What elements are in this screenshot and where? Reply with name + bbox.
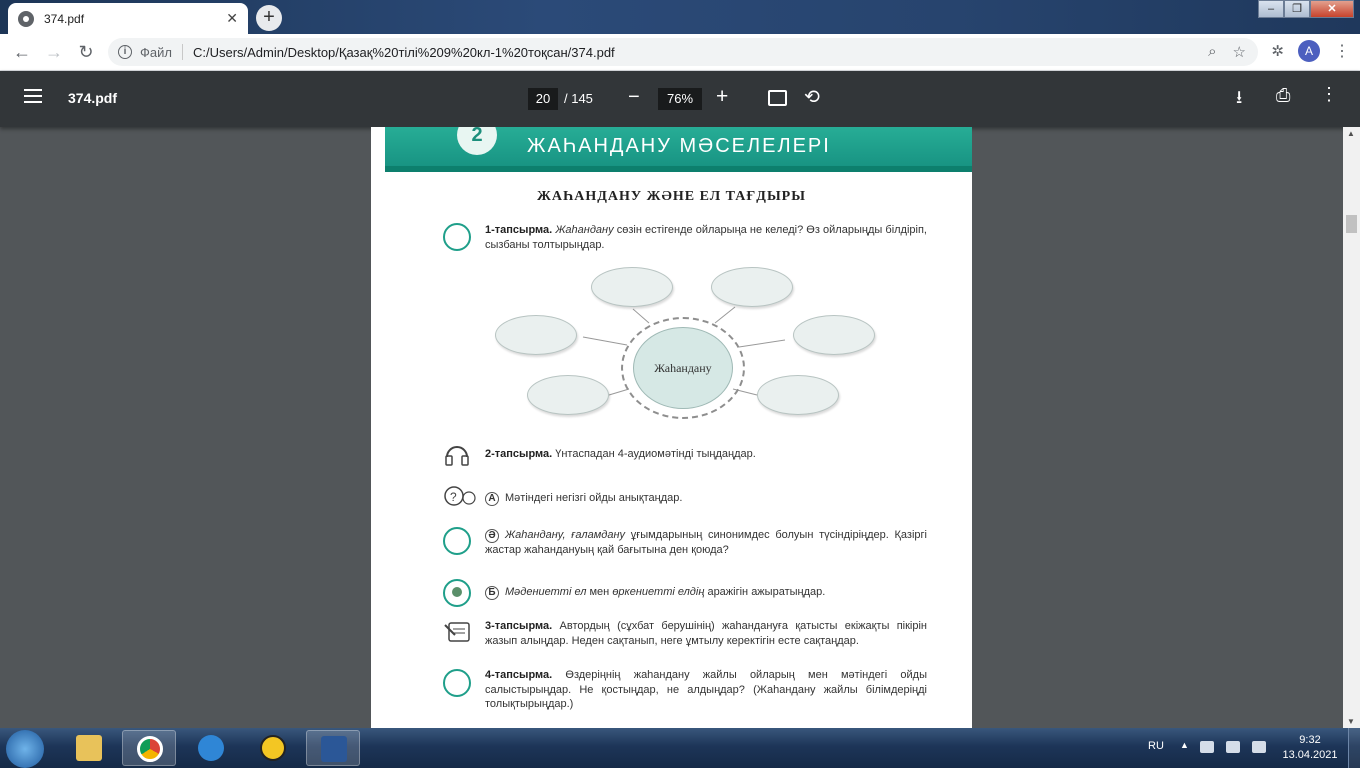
svg-text:?: ? xyxy=(450,490,457,504)
minimize-button[interactable]: – xyxy=(1258,0,1284,18)
clock-time: 9:32 xyxy=(1299,734,1321,746)
info-icon[interactable]: i xyxy=(118,45,132,59)
page-total: / 145 xyxy=(564,91,593,106)
show-desktop-button[interactable] xyxy=(1348,728,1360,768)
taskbar-word[interactable] xyxy=(306,730,360,766)
url-text[interactable]: C:/Users/Admin/Desktop/Қазақ%20тілі%209%20кл-1%20тоқсан/374.pdf xyxy=(192,44,615,60)
taskbar-chrome[interactable] xyxy=(122,730,176,766)
tray-expand-icon[interactable]: ▲ xyxy=(1180,740,1189,750)
scrollbar-thumb[interactable] xyxy=(1346,215,1357,233)
task-3: 3-тапсырма. Автордың (сұхбат берушінің) жаһандануға қатысты екіжақты пікірін жазып алыңдар. Неден сақтанып, неге ұмтылу керектігін есте сақтаңдар. xyxy=(485,620,927,647)
taskbar xyxy=(0,728,1360,768)
task-b: Б Мәдениетті ел мен өркениетті елдің аражігін ажыратыңдар. xyxy=(485,585,927,600)
taskbar-app[interactable] xyxy=(246,730,300,766)
chrome-menu-icon[interactable]: ⋮ xyxy=(1334,43,1350,60)
volume-icon[interactable] xyxy=(1226,741,1240,753)
group-discussion-icon xyxy=(443,579,471,607)
address-bar[interactable] xyxy=(108,38,1258,66)
task-1: 1-тапсырма. Жаһандану сөзін естігенде ойларыңа не келеді? Өз ойларыңды білдіріп, сызбаны толтырыңдар. xyxy=(485,224,927,251)
diagram-bubble-top-left xyxy=(591,267,673,307)
taskbar-explorer[interactable] xyxy=(62,730,116,766)
question-bubble-icon xyxy=(443,483,471,511)
profile-avatar[interactable]: A xyxy=(1298,40,1320,62)
notebook-icon xyxy=(443,619,471,647)
globe-icon xyxy=(18,11,34,27)
page-number-input[interactable]: 20 xyxy=(528,88,558,110)
rotate-icon[interactable]: ⟲ xyxy=(804,87,820,108)
headphones-icon xyxy=(443,439,471,467)
internet-explorer-icon xyxy=(198,735,224,761)
diagram-bubble-bottom-right xyxy=(757,375,839,415)
pdf-toolbar xyxy=(0,71,1360,127)
zoom-in-icon[interactable]: + xyxy=(716,85,729,108)
task-ae: Ә Жаһандану, ғаламдану ұғымдарының синонимдес болуын түсіндіріңдер. Қазіргі жастар жаһандануың қай бағытына ден қоюда? xyxy=(485,529,927,556)
pencil-icon xyxy=(443,527,471,555)
zoom-icon[interactable]: ⌕ xyxy=(1208,43,1217,60)
language-indicator[interactable]: RU xyxy=(1148,740,1164,752)
fit-page-icon[interactable] xyxy=(768,90,787,106)
word-icon xyxy=(321,736,347,762)
vertical-scrollbar[interactable] xyxy=(1343,127,1360,728)
diagram-bubble-bottom-left xyxy=(527,375,609,415)
diagram-bubble-left xyxy=(495,315,577,355)
divider xyxy=(182,44,183,60)
network-icon[interactable] xyxy=(1252,741,1266,753)
folder-icon xyxy=(76,735,102,761)
flag-icon[interactable] xyxy=(1200,741,1214,753)
download-icon[interactable]: ⭳ xyxy=(1236,87,1243,107)
clock[interactable] xyxy=(1280,733,1340,763)
zoom-level-input[interactable]: 76% xyxy=(658,88,702,110)
window-controls xyxy=(1258,0,1354,18)
section-number: 2 xyxy=(457,127,497,155)
app-icon xyxy=(260,735,286,761)
extensions-icon[interactable]: ✲ xyxy=(1271,43,1284,60)
diagram-bubble-right xyxy=(793,315,875,355)
chrome-icon xyxy=(137,736,163,762)
back-icon[interactable]: ← xyxy=(13,41,31,62)
zoom-out-icon[interactable]: − xyxy=(628,86,640,108)
pdf-page xyxy=(371,127,972,728)
start-button[interactable] xyxy=(6,730,44,768)
bookmark-star-icon[interactable]: ☆ xyxy=(1232,44,1246,61)
maximize-button[interactable]: ❐ xyxy=(1284,0,1310,18)
diagram-bubble-top-right xyxy=(711,267,793,307)
task-a: А Мәтіндегі негізгі ойды анықтаңдар. xyxy=(485,491,927,506)
page-heading: ЖАҺАНДАНУ ЖӘНЕ ЕЛ ТАҒДЫРЫ xyxy=(537,189,806,204)
close-tab-icon[interactable]: ✕ xyxy=(226,10,238,26)
task-4: 4-тапсырма. Өздеріңнің жаһандану жайлы ойларың мен мәтіндегі ойды салыстырыңдар. Не қостыңдар, не алдыңдар? (Жаһандану жайлы білімдеріңді толықтырыңдар.) xyxy=(485,669,927,710)
scroll-down-icon[interactable]: ▼ xyxy=(1347,717,1355,726)
clock-date: 13.04.2021 xyxy=(1282,749,1338,761)
scroll-up-icon[interactable]: ▲ xyxy=(1347,129,1355,138)
print-icon[interactable]: ⎙ xyxy=(1276,85,1291,105)
tab-strip xyxy=(0,0,1360,34)
new-tab-button[interactable]: + xyxy=(256,5,282,31)
close-window-button[interactable]: ✕ xyxy=(1310,0,1354,18)
hamburger-menu-icon[interactable] xyxy=(24,89,42,103)
tab-title: 374.pdf xyxy=(44,11,85,26)
tab-374-pdf[interactable] xyxy=(8,3,248,34)
reload-icon[interactable]: ↻ xyxy=(78,41,94,62)
taskbar-ie[interactable] xyxy=(184,730,238,766)
task-2: 2-тапсырма. Үнтаспадан 4-аудиомәтінді тыңдаңдар. xyxy=(485,448,756,460)
more-options-icon[interactable]: ⋮ xyxy=(1320,84,1338,104)
browser-toolbar xyxy=(0,34,1360,71)
pencil-icon xyxy=(443,669,471,697)
pdf-file-name: 374.pdf xyxy=(68,90,118,106)
url-scheme-label: Файл xyxy=(140,44,172,60)
forward-icon[interactable]: → xyxy=(45,41,63,62)
diagram-center-bubble: Жаһандану xyxy=(633,327,733,409)
section-title: ЖАҺАНДАНУ МӘСЕЛЕЛЕРІ xyxy=(527,135,831,157)
